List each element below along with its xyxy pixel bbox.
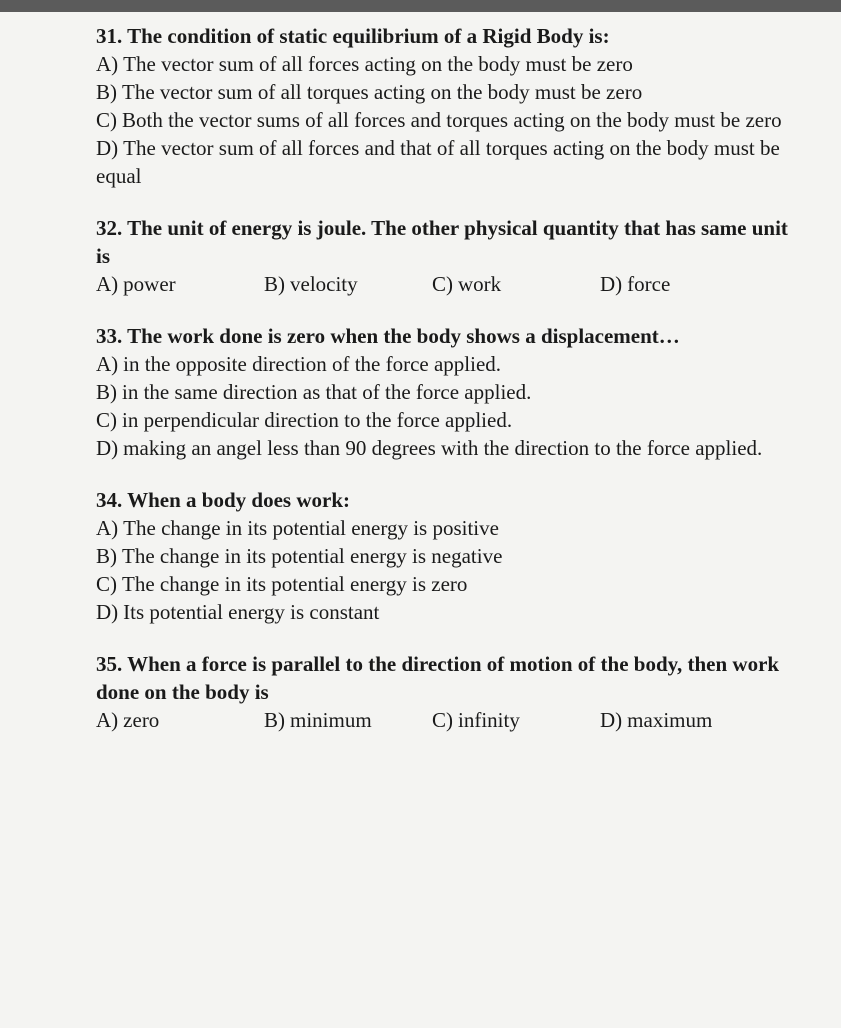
question-33-text: 33. The work done is zero when the body shows a displacement…	[96, 324, 680, 348]
question-33-option-c: C) in perpendicular direction to the force applied.	[96, 408, 513, 432]
question-31-option-b: B) The vector sum of all torques acting on the body must be zero	[96, 80, 643, 104]
question-33-option-b: B) in the same direction as that of the force applied.	[96, 380, 532, 404]
question-32-option-b: B) velocity	[264, 272, 358, 296]
question-33-option-d: D) making an angel less than 90 degrees with the direction to the force applied.	[96, 436, 763, 460]
question-31-option-d: D) The vector sum of all forces and that of all torques acting on the body must be equal	[96, 136, 780, 188]
question-31	[96, 22, 796, 190]
question-33	[96, 322, 796, 462]
question-35-text: 35. When a force is parallel to the direction of motion of the body, then work done on the body is	[96, 652, 780, 704]
question-33-option-a: A) in the opposite direction of the force applied.	[96, 352, 502, 376]
question-35-option-a: A) zero	[96, 708, 160, 732]
question-35-option-d: D) maximum	[600, 708, 713, 732]
top-bar	[0, 0, 841, 12]
question-31-option-c: C) Both the vector sums of all forces and torques acting on the body must be zero	[96, 108, 782, 132]
question-35-option-b: B) minimum	[264, 708, 372, 732]
question-34-option-a: A) The change in its potential energy is positive	[96, 516, 499, 540]
question-31-text: 31. The condition of static equilibrium of a Rigid Body is:	[96, 24, 610, 48]
question-32-option-a: A) power	[96, 272, 176, 296]
question-32-text: 32. The unit of energy is joule. The other physical quantity that has same unit is	[96, 216, 788, 268]
question-34	[96, 486, 796, 626]
question-page	[96, 22, 796, 758]
question-32-option-c: C) work	[432, 272, 502, 296]
question-35-option-c: C) infinity	[432, 708, 520, 732]
question-35-options	[96, 706, 796, 734]
question-31-option-a: A) The vector sum of all forces acting on the body must be zero	[96, 52, 633, 76]
question-34-option-d: D) Its potential energy is constant	[96, 600, 380, 624]
question-35	[96, 650, 796, 734]
question-32	[96, 214, 796, 298]
question-34-option-b: B) The change in its potential energy is negative	[96, 544, 503, 568]
question-32-option-d: D) force	[600, 272, 671, 296]
question-34-option-c: C) The change in its potential energy is zero	[96, 572, 468, 596]
question-32-options	[96, 270, 796, 298]
question-34-text: 34. When a body does work:	[96, 488, 350, 512]
